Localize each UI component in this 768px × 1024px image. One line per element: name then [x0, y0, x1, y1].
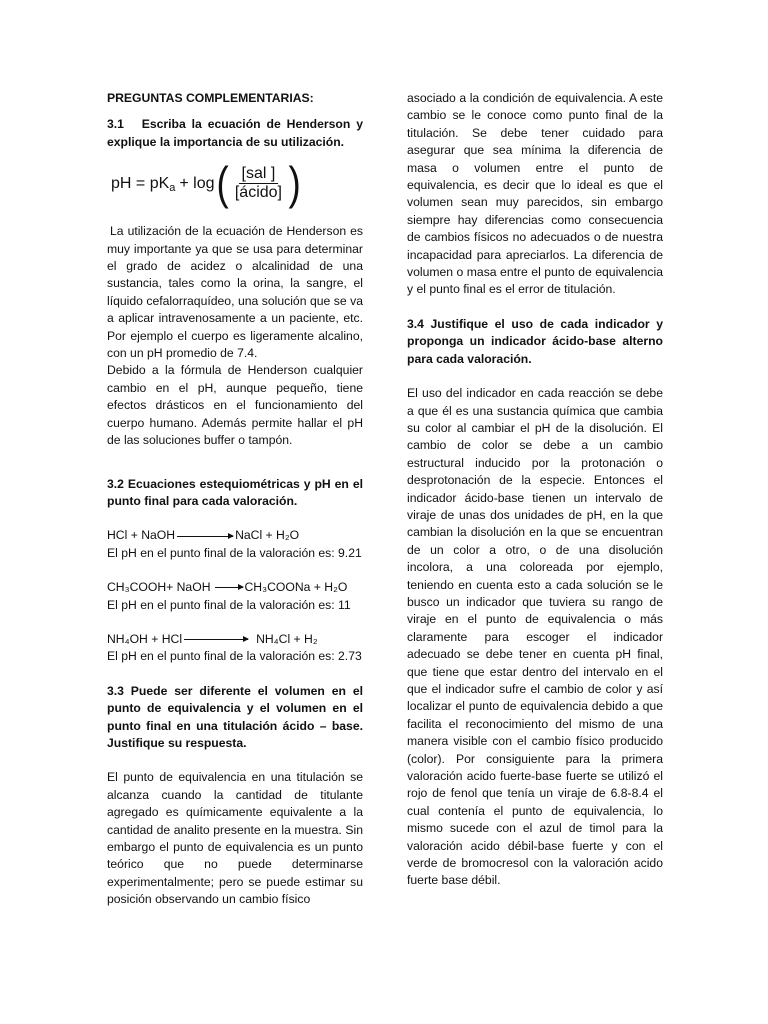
formula-lhs: pH = pK	[111, 174, 170, 192]
reaction-equation	[107, 631, 363, 648]
products: NaCl + H₂O	[235, 528, 300, 543]
section-heading: PREGUNTAS COMPLEMENTARIAS:	[107, 91, 314, 105]
reaction-equation	[107, 527, 363, 544]
question-3-2: 3.2 Ecuaciones estequiométricas y pH en el punto final para cada valoración.	[107, 476, 363, 508]
reactants: CH₃COOH+ NaOH	[107, 580, 211, 595]
reaction-block	[107, 631, 363, 666]
formula-sub: a	[169, 181, 176, 194]
paragraph: El punto de equivalencia en una titulación se alcanza cuando la cantidad de titulante agregado es químicamente equivalente a la cantidad de analito presente en la muestra. Sin embargo el punto de equivalencia es un punto teórico que no puede determinarse experimentalmente; pero se puede estimar su posición observando un cambio físico	[107, 770, 363, 907]
henderson-equation	[111, 157, 363, 209]
reaction-equation	[107, 579, 363, 596]
question-text: Escriba la ecuación de Henderson y explique la importancia de su utilización.	[107, 117, 363, 149]
paragraph: Debido a la fórmula de Henderson cualquier cambio en el pH, aunque pequeño, tiene efectos drásticos en el funcionamiento del cuerpo humano. Además permite hallar el pH de las soluciones buffer o tampón.	[107, 363, 363, 448]
left-column	[107, 90, 363, 909]
fraction-denominator: [ácido]	[234, 183, 282, 201]
right-column	[407, 90, 663, 890]
reaction-arrow-icon	[184, 639, 248, 640]
question-3-3: 3.3 Puede ser diferente el volumen en el punto de equivalencia y el volumen en el punto final en una titulación ácido – base. Justifique su respuesta.	[107, 683, 363, 750]
fraction-numerator: [sal ]	[239, 165, 279, 183]
formula-fraction	[232, 165, 285, 201]
reaction-result: El pH en el punto final de la valoración es: 11	[107, 597, 351, 612]
question-number: 3.1	[107, 117, 124, 132]
products: NH₄Cl + H₂	[256, 631, 318, 646]
reactants: NH₄OH + HCl	[107, 631, 183, 646]
reaction-block	[107, 579, 363, 614]
reactants: HCl + NaOH	[107, 528, 176, 543]
paragraph: El uso del indicador en cada reacción se debe a que él es una sustancia química que cambia su color al cambiar el pH de la disolución. El cambio de color se debe a un cambio estructural inducido por la protonación o desprotonación de la especie. Entonces el indicador ácido-base tienen un intervalo de viraje de unas dos unidades de pH, en la que cambian la disolución en la que se encuentran de un color a otro, o de una disolución incolora, a una coloreada por ejemplo, teniendo en cuenta esto a cada solución se le busco un indicador que tuviera su rango de viraje en el punto de equivalencia o más claramente para escoger el indicador adecuado se debe tener en cuenta pH final, que tiene que estar dentro del intervalo en el que el indicador sufre el cambio de color y así localizar el punto de equivalencia debido a que facilita el reconocimiento del mismo de una manera visible con el cambio físico producido (color). Por consiguiente para la primera valoración acido fuerte-base fuerte se utilizó el rojo de fenol que tenía un viraje de 6.8-8.4 el cual contenía el punto de equivalencia, lo mismo sucede con el azul de timol para la valoración acido débil-base fuerte y con el verde de bromocresol con la valoración acido fuerte base débil.	[407, 386, 663, 888]
reaction-arrow-icon	[177, 536, 233, 537]
reaction-arrow-icon	[215, 587, 243, 588]
reaction-result: El pH en el punto final de la valoración es: 2.73	[107, 649, 362, 664]
products: CH₃COONa + H₂O	[244, 580, 348, 595]
paragraph: La utilización de la ecuación de Henderson es muy importante ya que se usa para determinar el grado de acidez o alcalinidad de una sustancia, tales como la orina, la sangre, el líquido cefalorraquídeo, una solución que se va a aplicar intravenosamente a un paciente, etc. Por ejemplo el cuerpo es ligeramente alcalino, con un pH promedio de 7.4.	[107, 224, 363, 361]
reaction-block	[107, 527, 363, 562]
question-3-4: 3.4 Justifique el uso de cada indicador y proponga un indicador ácido-base alterno para cada valoración.	[407, 316, 663, 366]
left-paren: (	[216, 157, 229, 210]
paragraph: asociado a la condición de equivalencia. A este cambio se le conoce como punto final de la titulación. Se debe tener cuidado para asegurar que sea mínima la diferencia de masa o volumen entre el punto de equivalencia, es decir que lo ideal es que el volumen sean muy parecidos, sin embargo siempre hay diferencias como consecuencia de cambios físicos no adecuados o de nuestra incapacidad para apreciarlos. La diferencia de volumen o masa entre el punto de equivalencia y el punto final es el error de titulación.	[407, 91, 663, 297]
formula-plus-log: + log	[179, 174, 215, 192]
question-3-1	[107, 116, 363, 151]
right-paren: )	[288, 157, 301, 210]
reaction-result: El pH en el punto final de la valoración es: 9.21	[107, 545, 362, 560]
